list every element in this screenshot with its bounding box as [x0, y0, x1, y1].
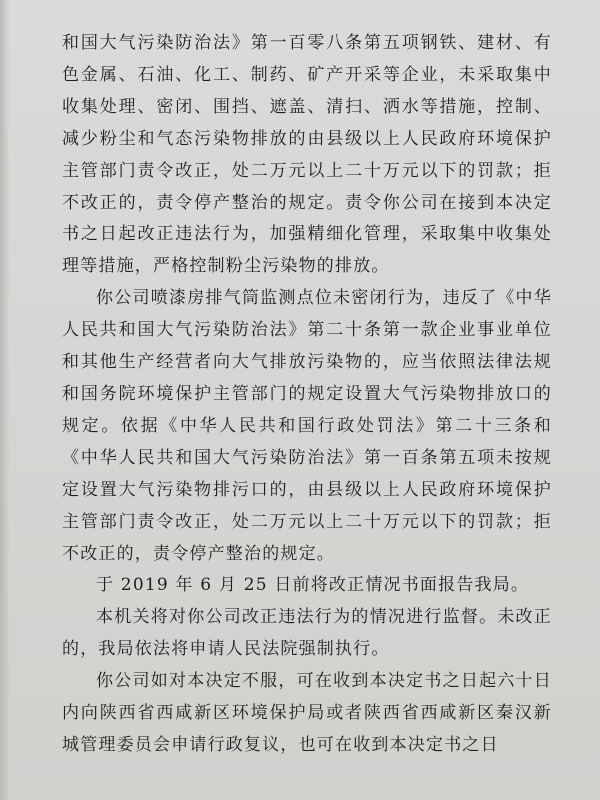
paragraph-appeal: 你公司如对本决定不服，可在收到本决定书之日起六十日内向陕西省西咸新区环境保护局或者陕西省西咸新区秦汉新城管理委员会申请行政复议，也可在收到本决定书之日 [62, 671, 552, 755]
paragraph-supervision: 本机关将对你公司改正违法行为的情况进行监督。未改正的，我局依法将申请人民法院强制执行。 [62, 607, 552, 660]
paragraph-continuation: 和国大气污染防治法》第一百零八条第五项钢铁、建材、有色金属、石油、化工、制药、矿产开采等企业，未采取集中收集处理、密闭、围挡、遮盖、清扫、洒水等措施，控制、减少粉尘和气态污染物排放的由县级以上人民政府环境保护主管部门责令改正，处二万元以上二十万元以下的罚款；拒不改正的，责令停产整治的规定。责令你公司在接到本决定书之日起改正违法行为，加强精细化管理，采取集中收集处理等措施，严格控制粉尘污染物的排放。 [62, 33, 552, 277]
paragraph-violation: 你公司喷漆房排气筒监测点位未密闭行为，违反了《中华人民共和国大气污染防治法》第二十条第一款企业事业单位和其他生产经营者向大气排放污染物的，应当依照法律法规和国务院环境保护主管部门的规定设置大气污染物排放口的规定。依据《中华人民共和国行政处罚法》第二十三条和《中华人民共和国大气污染防治法》第一百条第五项未按规定设置大气污染物排污口的，由县级以上人民政府环境保护主管部门责令改正，处二万元以上二十万元以下的罚款；拒不改正的，责令停产整治的规定。 [62, 288, 552, 564]
paragraph-report-deadline: 于 2019 年 6 月 25 日前将改正情况书面报告我局。 [96, 575, 530, 596]
